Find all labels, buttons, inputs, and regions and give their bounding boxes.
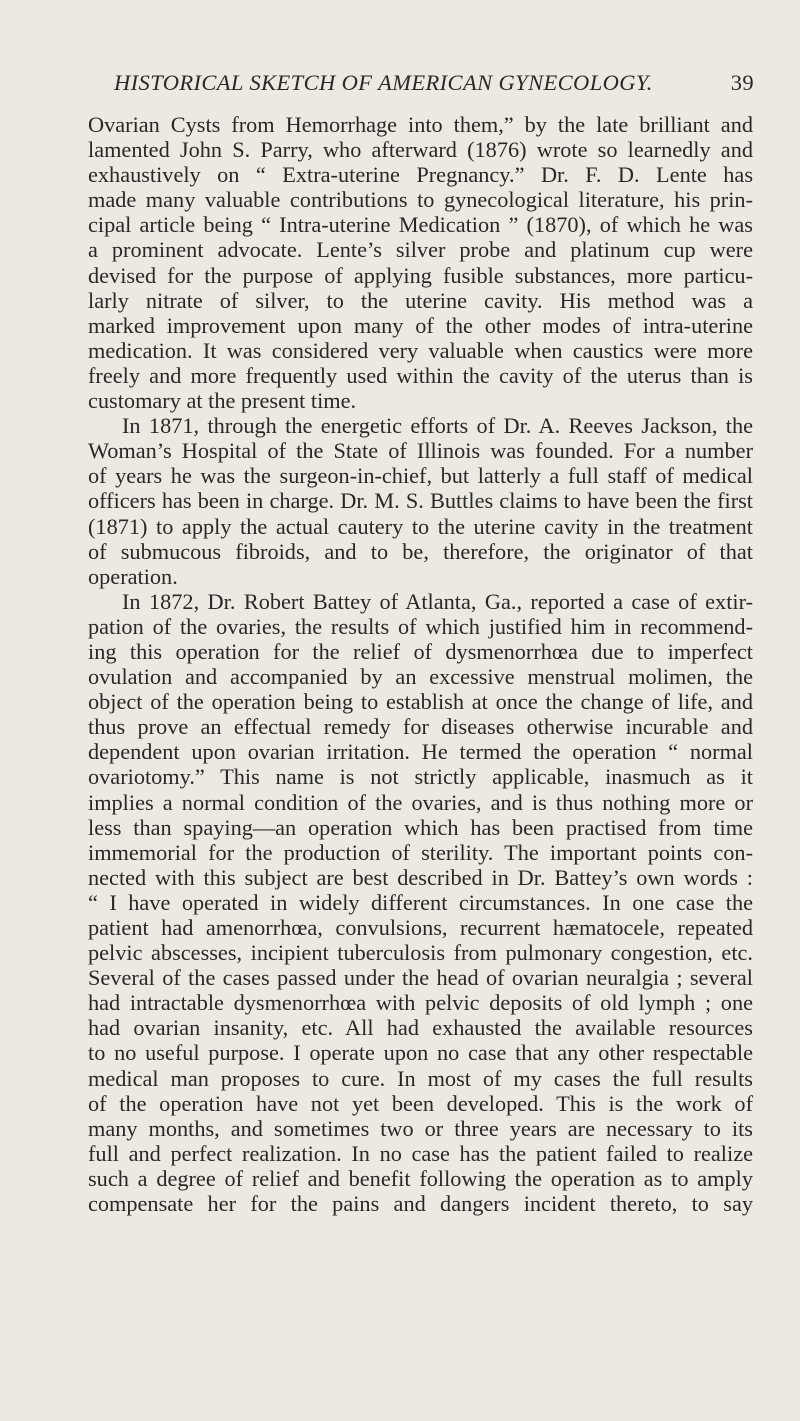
text-line: compensate her for the pains and dangers incident thereto, to say [88,1191,753,1217]
text-line: nected with this subject are best described in Dr. Battey’s own words : [88,864,753,890]
text-line: officers has been in charge. Dr. M. S. Buttles claims to have been the first [88,488,753,514]
text-line: patient had amenorrhœa, convulsions, recurrent hæmatocele, repeated [88,915,753,940]
text-line: of years he was the surgeon-in-chief, but latterly a full staff of medical [88,463,753,489]
text-line: had ovarian insanity, etc. All had exhausted the available resources [88,1015,753,1041]
text-line: dependent upon ovarian irritation. He termed the operation “ normal [88,739,753,765]
text-line: lamented John S. Parry, who afterward (1876) wrote so learnedly and [88,137,753,163]
text-line: immemorial for the production of sterility. The important points con- [88,839,753,865]
text-line: larly nitrate of silver, to the uterine cavity. His method was a [88,287,753,313]
text-line: (1871) to apply the actual cautery to the uterine cavity in the treatment [88,513,753,539]
text-line: to no useful purpose. I operate upon no case that any other respectable [88,1040,753,1066]
text-line: had intractable dysmenorrhœa with pelvic deposits of old lymph ; one [88,990,753,1016]
text-line: “ I have operated in widely different circumstances. In one case the [88,889,753,915]
text-line: many months, and sometimes two or three years are necessary to its [88,1115,753,1141]
text-line: object of the operation being to establish at once the change of life, and [88,689,753,715]
text-line: pation of the ovaries, the results of which justified him in recommend- [88,613,753,639]
text-line: devised for the purpose of applying fusible substances, more particu- [88,262,753,288]
text-line: Ovarian Cysts from Hemorrhage into them,” by the late brilliant and [88,112,753,137]
running-title: HISTORICAL SKETCH OF AMERICAN GYNECOLOGY. [114,70,653,95]
text-line: a prominent advocate. Lente’s silver probe and platinum cup were [88,237,753,263]
page-number: 39 [730,70,754,95]
text-line: less than spaying—an operation which has been practised from time [88,814,753,840]
text-line: made many valuable contributions to gynecological literature, his prin- [88,187,753,213]
text-line: exhaustively on “ Extra-uterine Pregnancy.” Dr. F. D. Lente has [88,162,753,188]
text-line: Woman’s Hospital of the State of Illinois was founded. For a number [88,438,753,464]
text-line: marked improvement upon many of the other modes of intra-uterine [88,312,753,338]
text-line: cipal article being “ Intra-uterine Medication ” (1870), of which he was [88,212,753,238]
text-line: ing this operation for the relief of dysmenorrhœa due to imperfect [88,638,753,664]
text-line: of submucous fibroids, and to be, therefore, the originator of that [88,538,753,564]
running-head [114,70,754,110]
text-line: thus prove an effectual remedy for diseases otherwise incurable and [88,714,753,740]
text-line: ovariotomy.” This name is not strictly applicable, inasmuch as it [88,764,753,790]
text-line: full and perfect realization. In no case has the patient failed to realize [88,1140,753,1166]
text-line: operation. [88,563,178,589]
body-text [88,112,753,1216]
text-line: ovulation and accompanied by an excessive menstrual molimen, the [88,664,753,690]
text-line: implies a normal condition of the ovaries, and is thus nothing more or [88,789,753,815]
text-line: In 1871, through the energetic efforts of Dr. A. Reeves Jackson, the [122,413,753,439]
text-line: such a degree of relief and benefit following the operation as to amply [88,1165,753,1191]
text-line: medication. It was considered very valuable when caustics were more [88,337,753,363]
text-line: Several of the cases passed under the head of ovarian neuralgia ; several [88,965,753,991]
text-line: In 1872, Dr. Robert Battey of Atlanta, Ga., reported a case of extir- [122,588,753,614]
text-line: customary at the present time. [88,388,357,414]
text-line: medical man proposes to cure. In most of my cases the full results [88,1065,753,1091]
text-line: of the operation have not yet been developed. This is the work of [88,1090,753,1116]
text-line: pelvic abscesses, incipient tuberculosis from pulmonary congestion, etc. [88,940,753,966]
text-line: freely and more frequently used within the cavity of the uterus than is [88,362,753,388]
